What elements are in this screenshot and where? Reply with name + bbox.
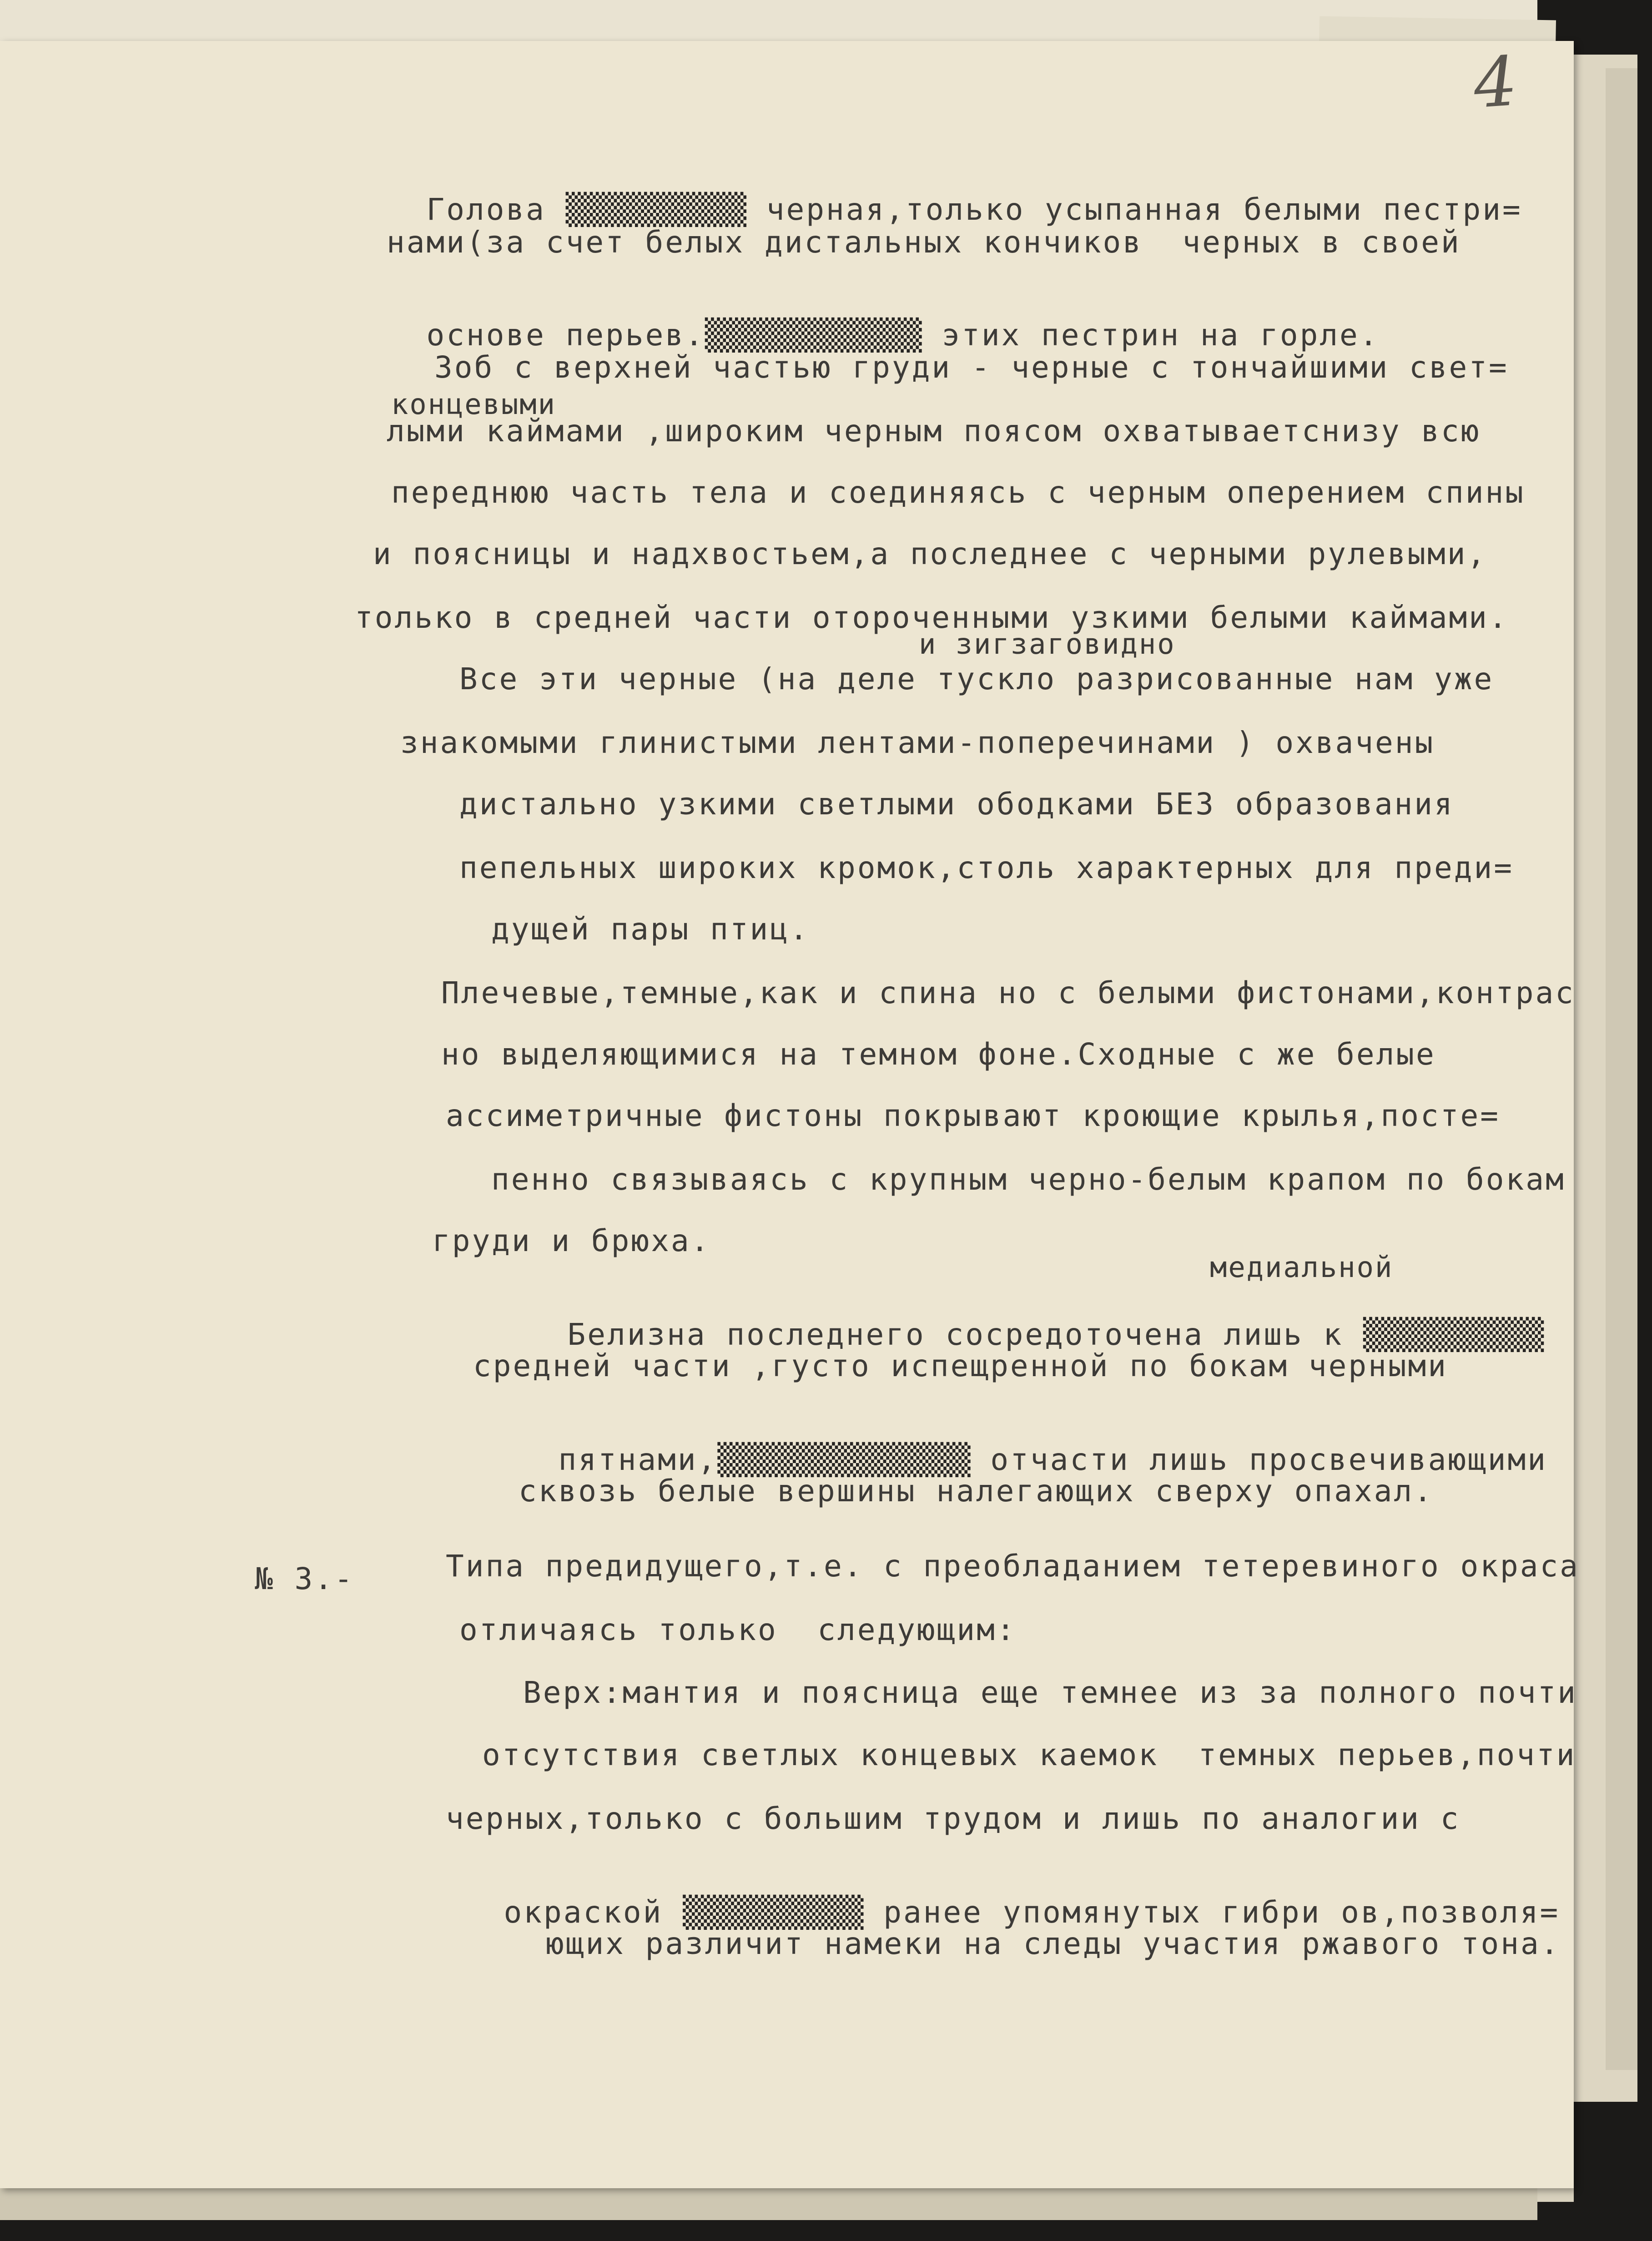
text-line-10: знакомыми глинистыми лентами-поперечинами ) охвачены — [400, 725, 1435, 760]
text-line-13: дущей пары птиц. — [491, 912, 810, 947]
handwritten-insertion-1: концевыми — [391, 388, 556, 421]
handwritten-insertion-2: и зигзаговидно — [919, 627, 1176, 661]
text-line-5: лыми каймами ,широким черным поясом охватываетснизу всю — [387, 414, 1481, 449]
text-line-19 — [528, 1290, 1544, 1350]
handwritten-insertion-3: медиальной — [1210, 1251, 1394, 1284]
text-line-23: Типа предидущего,т.е. с преобладанием тетеревиного окраса — [446, 1549, 1580, 1584]
text-line-21 — [519, 1415, 1547, 1475]
text-segment: основе перьев. — [426, 318, 705, 353]
text-segment: Голова — [426, 192, 566, 227]
struck-out-text: ▒▒▒▒▒▒▒▒▒▒▒▒ — [705, 318, 922, 353]
text-line-4: Зоб с верхней частью груди - черные с тончайшими свет= — [434, 350, 1509, 385]
text-line-11: дистально узкими светлыми ободками БЕЗ образования — [459, 787, 1454, 822]
text-line-25: Верх:мантия и поясница еще темнее из за полного почти — [523, 1675, 1577, 1710]
text-line-12: пепельных широких кромок,столь характерных для преди= — [459, 850, 1514, 885]
text-segment: только усыпанная белыми пестри= — [905, 192, 1522, 227]
text-line-16: ассиметричные фистоны покрывают кроющие крылья,посте= — [446, 1098, 1500, 1133]
text-line-24: отличаясь только следующим: — [459, 1612, 1017, 1647]
text-segment: окраской — [504, 1895, 683, 1930]
text-line-26: отсутствия светлых концевых каемок темных перьев,почти — [482, 1737, 1576, 1772]
text-line-17: пенно связываясь с крупным черно-белым крапом по бокам — [491, 1162, 1566, 1197]
text-line-20: средней части ,густо испещренной по бокам черными — [473, 1348, 1448, 1383]
struck-out-text: ▒▒▒▒▒▒▒▒▒▒ — [565, 192, 746, 227]
text-segment: этих пестрин на горле. — [922, 318, 1380, 353]
text-line-6: переднюю часть тела и соединяясь с черным оперением спины — [391, 475, 1525, 510]
struck-out-text: ▒▒▒▒▒▒▒▒▒▒ — [683, 1895, 864, 1930]
text-line-9: Все эти черные (на деле тускло разрисованные нам уже — [459, 661, 1494, 697]
text-line-27: черных,только с большим трудом и лишь по аналогии с — [446, 1801, 1461, 1836]
section-number: № 3.- — [255, 1561, 354, 1596]
text-line-8: только в средней части отороченными узкими белыми каймами. — [355, 600, 1509, 635]
text-line-1 — [387, 165, 1522, 225]
text-segment: Белизна последнего сосредоточена лишь к — [567, 1317, 1363, 1352]
text-segment: черная, — [766, 192, 906, 227]
text-line-2: нами(за счет белых дистальных кончиков черных в своей — [387, 225, 1461, 260]
struck-out-text: ▒▒▒▒▒▒▒▒▒▒▒▒▒▒ — [717, 1442, 971, 1477]
text-line-28 — [464, 1868, 1560, 1928]
text-segment: пятнами, — [558, 1442, 718, 1477]
text-line-3 — [387, 290, 1380, 353]
handwritten-page-number: 4 — [1471, 41, 1520, 124]
text-line-22: сквозь белые вершины налегающих сверху опахал. — [519, 1474, 1434, 1509]
text-segment: отчасти лишь просвечивающими — [970, 1442, 1547, 1477]
paper-edge-right-back — [1606, 68, 1637, 2070]
text-segment: ранее упомянутых гибри ов,позволя= — [863, 1895, 1560, 1930]
struck-out-text: ▒▒▒▒▒▒▒▒▒▒ — [1363, 1317, 1544, 1352]
text-line-18: груди и брюха. — [432, 1223, 711, 1258]
text-line-15: но выделяющимися на темном фоне.Сходные с же белые — [441, 1037, 1436, 1072]
text-line-29: ющих различит намеки на следы участия ржавого тона. — [546, 1926, 1561, 1961]
text-line-7: и поясницы и надхвостьем,а последнее с черными рулевыми, — [373, 536, 1487, 571]
text-line-14: Плечевые,темные,как и спина но с белыми фистонами,контрас — [441, 975, 1575, 1010]
